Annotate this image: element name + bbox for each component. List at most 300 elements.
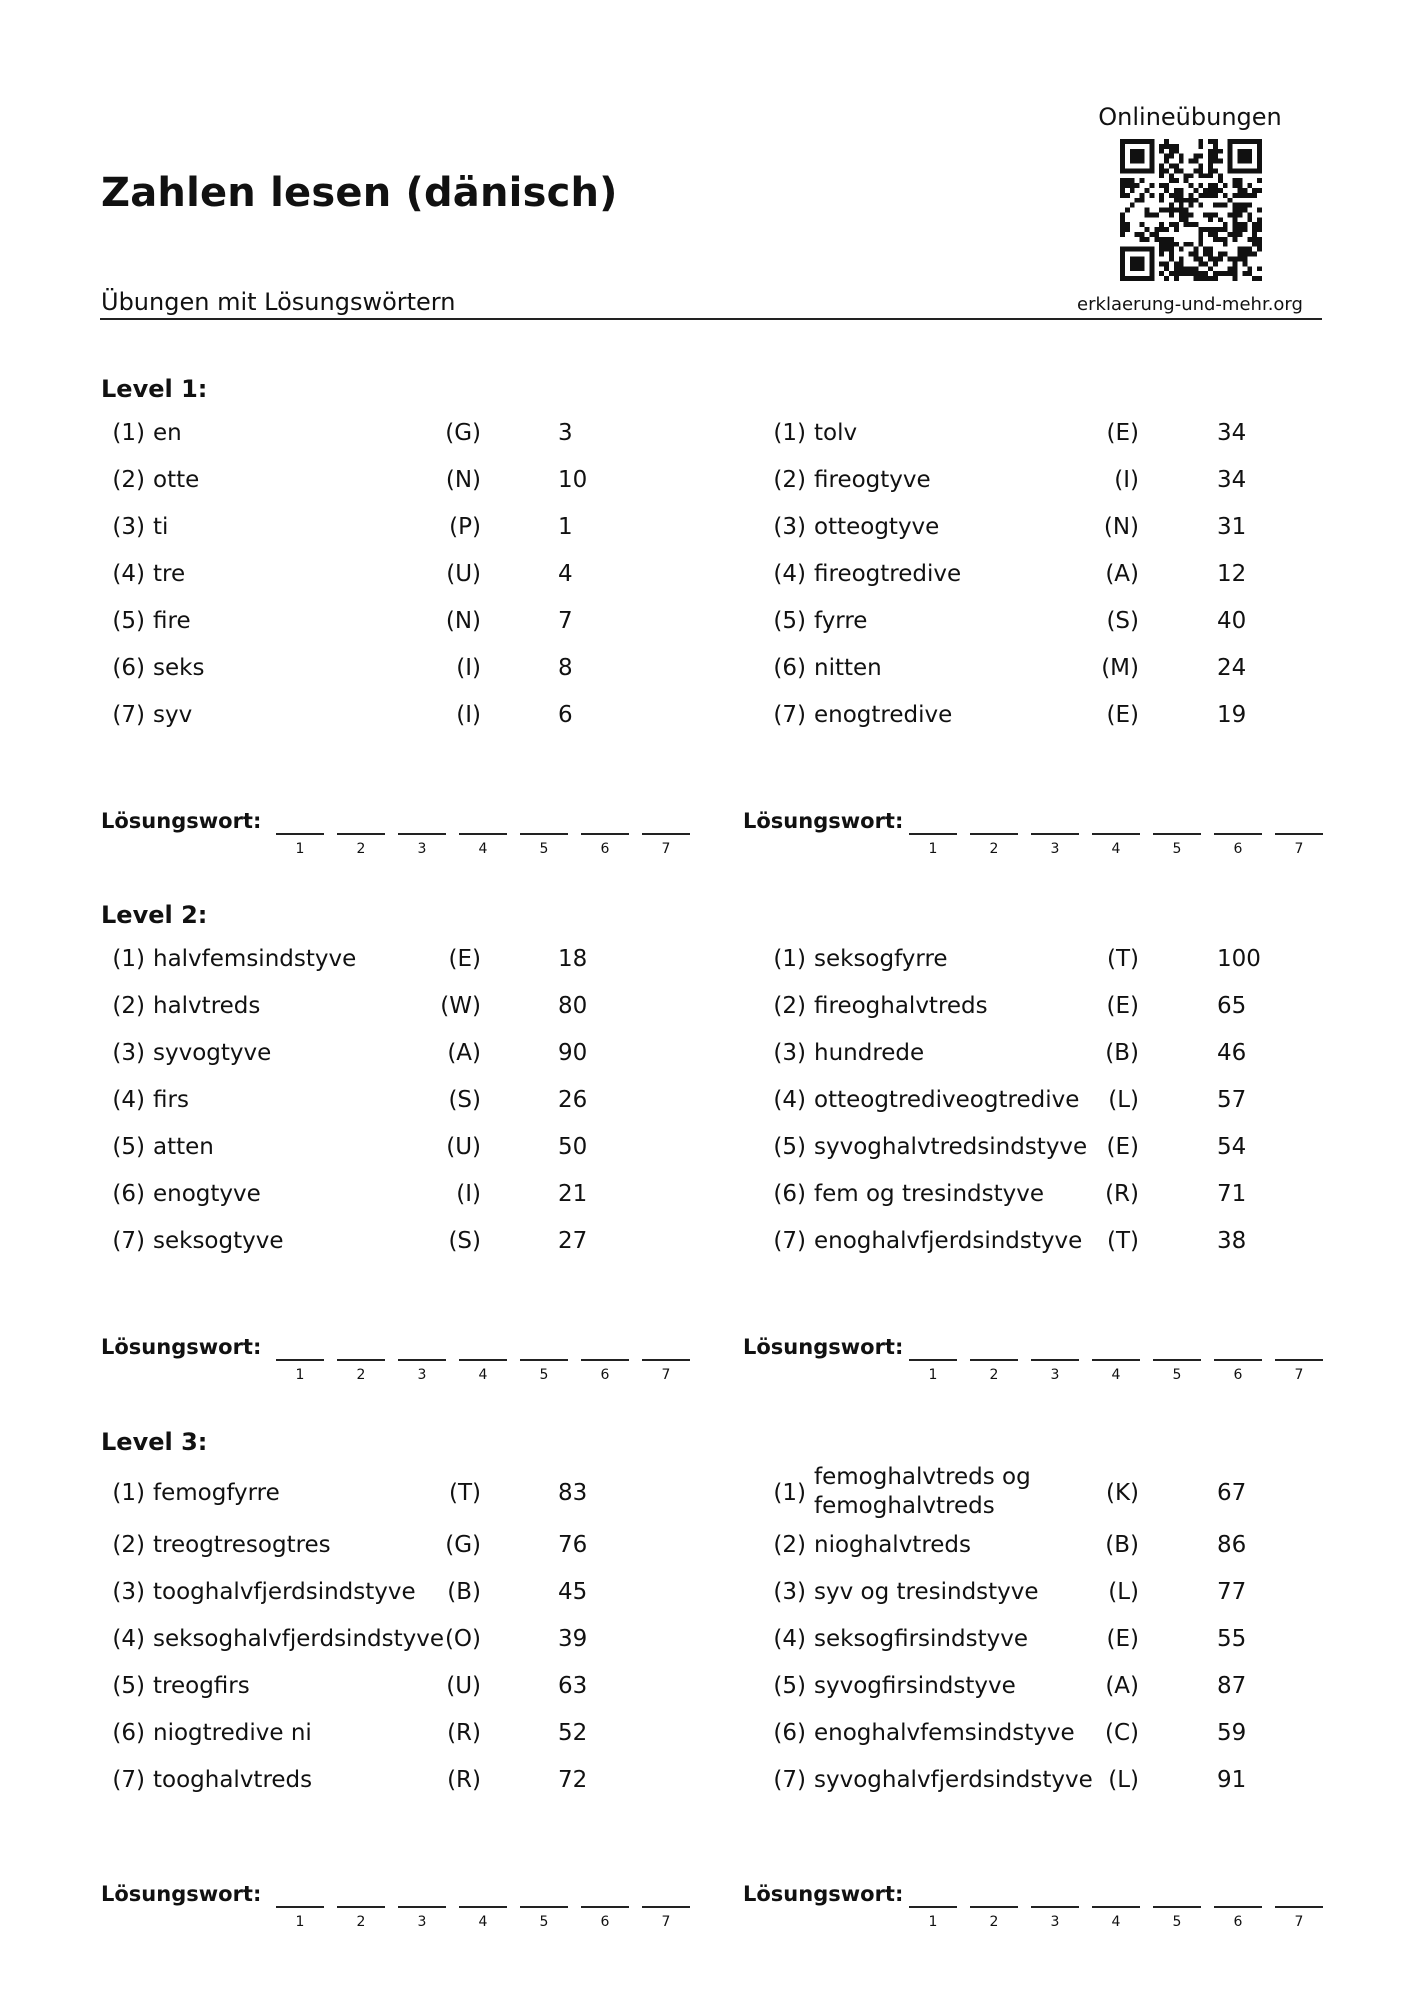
blank-index: 1 — [295, 1914, 305, 1930]
answer-letter: (I) — [456, 655, 481, 681]
exercise-row — [762, 608, 1362, 648]
numeric-value: 63 — [558, 1673, 588, 1699]
exercise-row — [762, 1040, 1362, 1080]
exercise-row — [762, 993, 1362, 1033]
answer-letter: (B) — [1105, 1532, 1139, 1558]
answer-blank[interactable] — [970, 1359, 1018, 1383]
numeric-value: 4 — [558, 561, 573, 587]
blank-index: 7 — [1294, 841, 1304, 857]
numeric-value: 55 — [1217, 1626, 1247, 1652]
answer-letter: (L) — [1108, 1087, 1139, 1113]
danish-number-word: firs — [153, 1087, 189, 1113]
answer-blank[interactable] — [909, 833, 957, 857]
answer-letter: (S) — [1106, 608, 1139, 634]
answer-letter: (L) — [1108, 1579, 1139, 1605]
item-number: (6) — [773, 1181, 806, 1207]
exercise-row — [762, 561, 1362, 601]
blank-index: 4 — [478, 1914, 488, 1930]
item-number: (2) — [773, 467, 806, 493]
answer-letter: (A) — [1105, 1673, 1139, 1699]
danish-number-word: syv og tresindstyve — [814, 1579, 1039, 1605]
blank-index: 5 — [539, 1367, 549, 1383]
answer-blank[interactable] — [520, 1906, 568, 1930]
answer-blank[interactable] — [1275, 833, 1323, 857]
answer-blank[interactable] — [337, 833, 385, 857]
danish-number-word: seksogfyrre — [814, 946, 948, 972]
blank-index: 4 — [1111, 841, 1121, 857]
answer-letter: (G) — [445, 420, 481, 446]
danish-number-word: tolv — [814, 420, 858, 446]
item-number: (7) — [773, 1767, 806, 1793]
blank-index: 2 — [356, 1914, 366, 1930]
exercise-row — [762, 1720, 1362, 1760]
item-number: (7) — [773, 702, 806, 728]
danish-number-word: enogtyve — [153, 1181, 261, 1207]
danish-number-word: seksoghalvfjerdsindstyve — [153, 1626, 444, 1652]
exercise-row — [101, 1134, 701, 1174]
exercise-row — [762, 655, 1362, 695]
danish-number-word: fireoghalvtreds — [814, 993, 988, 1019]
answer-letter: (B) — [447, 1579, 481, 1605]
danish-number-word: en — [153, 420, 182, 446]
page-title: Zahlen lesen (dänisch) — [101, 170, 618, 216]
numeric-value: 27 — [558, 1228, 588, 1254]
answer-blank[interactable] — [1092, 1906, 1140, 1930]
level-title: Level 2: — [101, 901, 208, 929]
answer-blank[interactable] — [459, 1906, 507, 1930]
exercise-row — [101, 655, 701, 695]
item-number: (2) — [773, 993, 806, 1019]
numeric-value: 1 — [558, 514, 573, 540]
numeric-value: 26 — [558, 1087, 588, 1113]
item-number: (5) — [773, 1134, 806, 1160]
exercise-row — [762, 1134, 1362, 1174]
item-number: (5) — [773, 1673, 806, 1699]
item-number: (1) — [112, 1480, 145, 1506]
exercise-row — [762, 420, 1362, 460]
numeric-value: 39 — [558, 1626, 588, 1652]
answer-letter: (T) — [449, 1480, 481, 1506]
exercise-row — [101, 467, 701, 507]
answer-letter: (I) — [456, 1181, 481, 1207]
danish-number-word: halvtreds — [153, 993, 261, 1019]
level-title: Level 3: — [101, 1428, 208, 1456]
exercise-row — [101, 702, 701, 742]
item-number: (4) — [773, 1087, 806, 1113]
numeric-value: 18 — [558, 946, 588, 972]
answer-letter: (N) — [445, 608, 481, 634]
numeric-value: 38 — [1217, 1228, 1247, 1254]
header-divider — [100, 318, 1322, 320]
blank-index: 4 — [478, 1367, 488, 1383]
item-number: (3) — [112, 514, 145, 540]
blank-index: 7 — [661, 841, 671, 857]
numeric-value: 72 — [558, 1767, 588, 1793]
answer-letter: (R) — [1105, 1181, 1139, 1207]
answer-blank[interactable] — [642, 1906, 690, 1930]
blank-index: 5 — [539, 1914, 549, 1930]
answer-letter: (S) — [448, 1087, 481, 1113]
numeric-value: 77 — [1217, 1579, 1247, 1605]
exercise-row — [101, 1228, 701, 1268]
blank-index: 5 — [539, 841, 549, 857]
item-number: (3) — [773, 514, 806, 540]
danish-number-word: hundrede — [814, 1040, 925, 1066]
answer-letter: (G) — [445, 1532, 481, 1558]
blank-index: 2 — [989, 1914, 999, 1930]
item-number: (5) — [112, 1673, 145, 1699]
numeric-value: 86 — [1217, 1532, 1247, 1558]
blank-index: 6 — [600, 1914, 610, 1930]
item-number: (1) — [112, 946, 145, 972]
page-subtitle: Übungen mit Lösungswörtern — [101, 288, 456, 316]
answer-letter: (W) — [440, 993, 481, 1019]
danish-number-word: nioghalvtreds — [814, 1532, 972, 1558]
answer-blank[interactable] — [581, 833, 629, 857]
blank-index: 3 — [1050, 841, 1060, 857]
answer-blank[interactable] — [1153, 1906, 1201, 1930]
answer-letter: (O) — [444, 1626, 481, 1652]
answer-letter: (R) — [447, 1767, 481, 1793]
danish-number-word: nitten — [814, 655, 882, 681]
danish-number-word: enoghalvfjerdsindstyve — [814, 1228, 1083, 1254]
answer-blank[interactable] — [1031, 833, 1079, 857]
answer-blank[interactable] — [909, 1359, 957, 1383]
item-number: (1) — [773, 1480, 806, 1506]
item-number: (2) — [112, 1532, 145, 1558]
numeric-value: 76 — [558, 1532, 588, 1558]
numeric-value: 7 — [558, 608, 573, 634]
exercise-row — [101, 420, 701, 460]
exercise-row — [762, 1464, 1362, 1520]
numeric-value: 46 — [1217, 1040, 1247, 1066]
numeric-value: 52 — [558, 1720, 588, 1746]
danish-number-word: ti — [153, 514, 169, 540]
answer-blank[interactable] — [1214, 1906, 1262, 1930]
item-number: (7) — [773, 1228, 806, 1254]
answer-blank[interactable] — [1275, 1906, 1323, 1930]
danish-number-word: halvfemsindstyve — [153, 946, 357, 972]
answer-blank[interactable] — [909, 1906, 957, 1930]
item-number: (1) — [112, 420, 145, 446]
danish-number-word: tooghalvfjerdsindstyve — [153, 1579, 416, 1605]
blank-index: 7 — [661, 1914, 671, 1930]
numeric-value: 100 — [1217, 946, 1261, 972]
exercise-row — [762, 946, 1362, 986]
answer-blank[interactable] — [459, 1359, 507, 1383]
item-number: (5) — [112, 1134, 145, 1160]
exercise-row — [762, 1087, 1362, 1127]
blank-index: 1 — [928, 1914, 938, 1930]
danish-number-word: seks — [153, 655, 205, 681]
answer-letter: (M) — [1101, 655, 1139, 681]
answer-blank[interactable] — [1214, 1359, 1262, 1383]
answer-blank[interactable] — [276, 833, 324, 857]
blank-index: 4 — [478, 841, 488, 857]
blank-index: 3 — [1050, 1367, 1060, 1383]
danish-number-word: treogtresogtres — [153, 1532, 331, 1558]
item-number: (6) — [112, 655, 145, 681]
danish-number-word: fyrre — [814, 608, 868, 634]
answer-blank[interactable] — [970, 1906, 1018, 1930]
item-number: (6) — [112, 1720, 145, 1746]
exercise-row — [101, 946, 701, 986]
answer-blank[interactable] — [581, 1359, 629, 1383]
blank-index: 6 — [1233, 841, 1243, 857]
blank-index: 2 — [356, 841, 366, 857]
danish-number-word: fem og tresindstyve — [814, 1181, 1044, 1207]
item-number: (5) — [112, 608, 145, 634]
item-number: (2) — [773, 1532, 806, 1558]
numeric-value: 80 — [558, 993, 588, 1019]
answer-letter: (E) — [448, 946, 481, 972]
answer-letter: (E) — [1106, 1626, 1139, 1652]
danish-number-word: syvoghalvtredsindstyve — [814, 1134, 1088, 1160]
numeric-value: 83 — [558, 1480, 588, 1506]
answer-blank[interactable] — [520, 833, 568, 857]
danish-number-word: atten — [153, 1134, 214, 1160]
exercise-row — [762, 1532, 1362, 1572]
item-number: (6) — [773, 655, 806, 681]
item-number: (3) — [112, 1579, 145, 1605]
blank-index: 3 — [417, 1367, 427, 1383]
danish-number-word: treogfirs — [153, 1673, 250, 1699]
solution-label: Lösungswort: — [101, 809, 262, 833]
exercise-row — [101, 1767, 701, 1807]
answer-letter: (I) — [1114, 467, 1139, 493]
danish-number-word: otte — [153, 467, 200, 493]
numeric-value: 90 — [558, 1040, 588, 1066]
blank-index: 3 — [417, 1914, 427, 1930]
answer-blank[interactable] — [642, 1359, 690, 1383]
blank-index: 1 — [295, 1367, 305, 1383]
solution-label: Lösungswort: — [743, 1335, 904, 1359]
answer-blank[interactable] — [970, 833, 1018, 857]
blank-index: 2 — [989, 1367, 999, 1383]
answer-blank[interactable] — [520, 1359, 568, 1383]
item-number: (4) — [112, 561, 145, 587]
blank-index: 6 — [600, 841, 610, 857]
numeric-value: 67 — [1217, 1480, 1247, 1506]
numeric-value: 54 — [1217, 1134, 1247, 1160]
item-number: (4) — [112, 1087, 145, 1113]
exercise-row — [101, 1087, 701, 1127]
numeric-value: 3 — [558, 420, 573, 446]
numeric-value: 19 — [1217, 702, 1247, 728]
danish-number-word: syvoghalvfjerdsindstyve — [814, 1767, 1093, 1793]
answer-letter: (S) — [448, 1228, 481, 1254]
item-number: (6) — [112, 1181, 145, 1207]
numeric-value: 65 — [1217, 993, 1247, 1019]
exercise-row — [762, 702, 1362, 742]
numeric-value: 12 — [1217, 561, 1247, 587]
danish-number-word: seksogtyve — [153, 1228, 284, 1254]
item-number: (3) — [773, 1040, 806, 1066]
blank-index: 6 — [1233, 1914, 1243, 1930]
answer-letter: (K) — [1105, 1480, 1139, 1506]
item-number: (5) — [773, 608, 806, 634]
answer-blank[interactable] — [1275, 1359, 1323, 1383]
numeric-value: 57 — [1217, 1087, 1247, 1113]
qr-code-icon[interactable] — [1120, 139, 1262, 281]
answer-letter: (R) — [447, 1720, 481, 1746]
exercise-row — [101, 993, 701, 1033]
item-number: (2) — [112, 467, 145, 493]
item-number: (6) — [773, 1720, 806, 1746]
danish-number-word: syv — [153, 702, 193, 728]
answer-letter: (A) — [447, 1040, 481, 1066]
answer-letter: (N) — [445, 467, 481, 493]
numeric-value: 87 — [1217, 1673, 1247, 1699]
solution-label: Lösungswort: — [743, 809, 904, 833]
danish-number-word: otteogtyve — [814, 514, 940, 540]
exercise-row — [101, 1040, 701, 1080]
numeric-value: 34 — [1217, 467, 1247, 493]
danish-number-word: otteogtrediveogtredive — [814, 1087, 1080, 1113]
blank-index: 3 — [417, 841, 427, 857]
answer-letter: (E) — [1106, 1134, 1139, 1160]
exercise-row — [101, 1181, 701, 1221]
answer-blank[interactable] — [581, 1906, 629, 1930]
exercise-row — [762, 1673, 1362, 1713]
answer-blank[interactable] — [337, 1906, 385, 1930]
danish-number-word: fireogtyve — [814, 467, 931, 493]
answer-blank[interactable] — [337, 1359, 385, 1383]
numeric-value: 34 — [1217, 420, 1247, 446]
numeric-value: 31 — [1217, 514, 1247, 540]
answer-blank[interactable] — [1153, 1359, 1201, 1383]
danish-number-word: tre — [153, 561, 186, 587]
exercise-row — [762, 1579, 1362, 1619]
answer-blank[interactable] — [276, 1359, 324, 1383]
exercise-row — [101, 1626, 701, 1666]
answer-letter: (B) — [1105, 1040, 1139, 1066]
website-link[interactable]: erklaerung-und-mehr.org — [1077, 294, 1303, 315]
blank-index: 7 — [1294, 1914, 1304, 1930]
item-number: (7) — [112, 1767, 145, 1793]
item-number: (4) — [773, 561, 806, 587]
exercise-row — [762, 1626, 1362, 1666]
blank-index: 5 — [1172, 1367, 1182, 1383]
answer-letter: (T) — [1107, 1228, 1139, 1254]
answer-letter: (C) — [1104, 1720, 1139, 1746]
danish-number-word: fire — [153, 608, 191, 634]
numeric-value: 59 — [1217, 1720, 1247, 1746]
numeric-value: 50 — [558, 1134, 588, 1160]
blank-index: 6 — [1233, 1367, 1243, 1383]
answer-blank[interactable] — [1092, 833, 1140, 857]
answer-letter: (I) — [456, 702, 481, 728]
blank-index: 4 — [1111, 1367, 1121, 1383]
danish-number-word: seksogfirsindstyve — [814, 1626, 1028, 1652]
blank-index: 4 — [1111, 1914, 1121, 1930]
numeric-value: 91 — [1217, 1767, 1247, 1793]
numeric-value: 71 — [1217, 1181, 1247, 1207]
answer-blank[interactable] — [398, 1906, 446, 1930]
blank-index: 1 — [928, 1367, 938, 1383]
exercise-row — [762, 1228, 1362, 1268]
item-number: (3) — [112, 1040, 145, 1066]
danish-number-word: niogtredive ni — [153, 1720, 312, 1746]
blank-index: 5 — [1172, 1914, 1182, 1930]
answer-blank[interactable] — [1092, 1359, 1140, 1383]
exercise-row — [101, 1720, 701, 1760]
answer-blank[interactable] — [459, 833, 507, 857]
level-title: Level 1: — [101, 375, 208, 403]
exercise-row — [762, 514, 1362, 554]
danish-number-word: tooghalvtreds — [153, 1767, 313, 1793]
answer-letter: (E) — [1106, 993, 1139, 1019]
answer-letter: (U) — [446, 1673, 481, 1699]
item-number: (1) — [773, 946, 806, 972]
exercise-row — [101, 561, 701, 601]
solution-label: Lösungswort: — [101, 1882, 262, 1906]
numeric-value: 21 — [558, 1181, 588, 1207]
blank-index: 6 — [600, 1367, 610, 1383]
answer-letter: (A) — [1105, 561, 1139, 587]
numeric-value: 10 — [558, 467, 588, 493]
item-number: (7) — [112, 1228, 145, 1254]
answer-letter: (E) — [1106, 420, 1139, 446]
item-number: (4) — [112, 1626, 145, 1652]
blank-index: 7 — [1294, 1367, 1304, 1383]
answer-blank[interactable] — [1214, 833, 1262, 857]
exercise-row — [101, 1579, 701, 1619]
blank-index: 1 — [295, 841, 305, 857]
danish-number-word: femoghalvtreds og femoghalvtreds — [814, 1464, 1031, 1519]
answer-blank[interactable] — [276, 1906, 324, 1930]
numeric-value: 40 — [1217, 608, 1247, 634]
item-number: (2) — [112, 993, 145, 1019]
exercise-row — [101, 1532, 701, 1572]
answer-blank[interactable] — [1153, 833, 1201, 857]
answer-blank[interactable] — [398, 833, 446, 857]
exercise-row — [101, 608, 701, 648]
item-number: (3) — [773, 1579, 806, 1605]
answer-letter: (E) — [1106, 702, 1139, 728]
answer-letter: (P) — [449, 514, 481, 540]
online-exercises-label: Onlineübungen — [1098, 103, 1282, 131]
danish-number-word: syvogfirsindstyve — [814, 1673, 1016, 1699]
blank-index: 7 — [661, 1367, 671, 1383]
numeric-value: 8 — [558, 655, 573, 681]
answer-blank[interactable] — [398, 1359, 446, 1383]
exercise-row — [762, 467, 1362, 507]
answer-blank[interactable] — [642, 833, 690, 857]
danish-number-word: femogfyrre — [153, 1480, 280, 1506]
exercise-row — [101, 1673, 701, 1713]
answer-letter: (N) — [1103, 514, 1139, 540]
answer-letter: (U) — [446, 1134, 481, 1160]
danish-number-word: enogtredive — [814, 702, 953, 728]
numeric-value: 45 — [558, 1579, 588, 1605]
answer-blank[interactable] — [1031, 1359, 1079, 1383]
answer-letter: (T) — [1107, 946, 1139, 972]
exercise-row — [762, 1181, 1362, 1221]
danish-number-word: enoghalvfemsindstyve — [814, 1720, 1075, 1746]
item-number: (7) — [112, 702, 145, 728]
exercise-row — [762, 1767, 1362, 1807]
blank-index: 2 — [356, 1367, 366, 1383]
answer-letter: (L) — [1108, 1767, 1139, 1793]
item-number: (4) — [773, 1626, 806, 1652]
answer-letter: (U) — [446, 561, 481, 587]
danish-number-word: fireogtredive — [814, 561, 962, 587]
blank-index: 5 — [1172, 841, 1182, 857]
exercise-row — [101, 514, 701, 554]
blank-index: 3 — [1050, 1914, 1060, 1930]
answer-blank[interactable] — [1031, 1906, 1079, 1930]
